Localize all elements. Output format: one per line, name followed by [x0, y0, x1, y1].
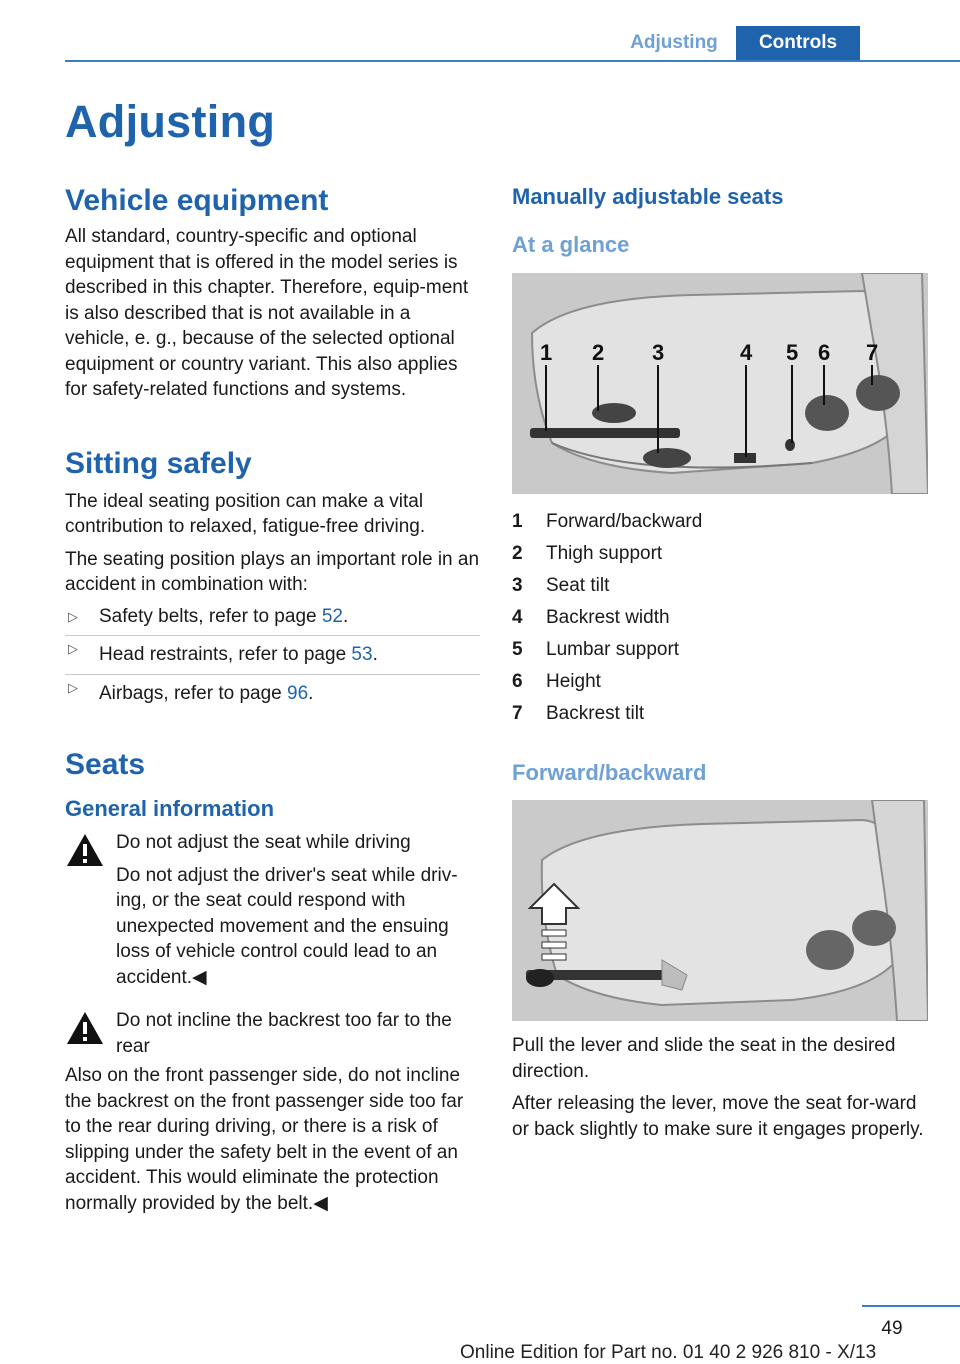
vehicle-equipment-heading: Vehicle equipment: [65, 184, 329, 217]
forward-backward-text-1: Pull the lever and slide the seat in the desired direction.: [512, 1035, 896, 1082]
warning-text: Also on the front passenger side, do not incline the backrest on the front passenger side too far to the rear during driving, or there is a risk of slipping under the safety belt in the event of an accident. This would eliminate the protection normally provided by the belt.◀: [65, 1065, 464, 1214]
legend-item: [512, 698, 928, 730]
edition-footer: Online Edition for Part no. 01 40 2 926 810 - X/13: [460, 1342, 877, 1363]
forward-backward-figure: [512, 800, 928, 1021]
seats-heading: Seats: [65, 748, 146, 781]
warning-title: Do not adjust the seat while driving: [116, 832, 411, 853]
vehicle-equipment-text: All standard, country-specific and optional equipment that is offered in the model series is described in this chapter. Therefore, equip-ment is also described that is not available in a vehicle, e. g., because of the selected optional equipment or country variant. This also applies for safety-related functions and systems.: [65, 226, 469, 400]
legend-number: 4: [512, 607, 523, 628]
legend-label: Backrest width: [546, 607, 670, 628]
page-link[interactable]: 52: [321, 605, 343, 627]
callout-label: 6: [818, 340, 831, 365]
warning-icon: [65, 1010, 105, 1046]
safety-list: [65, 604, 480, 707]
legend-number: 6: [512, 671, 523, 692]
legend-label: Backrest tilt: [546, 703, 645, 724]
legend-number: 3: [512, 575, 523, 596]
header-section-tab[interactable]: Adjusting: [630, 32, 718, 53]
callout-label: 4: [740, 340, 753, 365]
legend-item: [512, 666, 928, 698]
sitting-safely-text-1: The ideal seating position can make a vital contribution to relaxed, fatigue-free driving.: [65, 490, 426, 537]
triangle-bullet-icon: ▷: [68, 608, 78, 624]
list-item-text: Airbags, refer to page: [99, 682, 287, 704]
left-column: [65, 184, 480, 1216]
legend-label: Lumbar support: [546, 639, 680, 660]
triangle-bullet-icon: ▷: [68, 679, 78, 695]
warning-title: Do not incline the backrest too far to the rear: [116, 1010, 452, 1057]
legend-number: 2: [512, 543, 523, 564]
legend-number: 7: [512, 703, 523, 724]
legend-number: 5: [512, 639, 523, 660]
callout-label: 1: [540, 340, 553, 365]
seat-controls-legend: [512, 506, 928, 730]
legend-number: 1: [512, 511, 523, 532]
list-item-text: Head restraints, refer to page: [99, 644, 352, 665]
list-item: ▷ Airbags, refer to page 96.: [65, 674, 480, 707]
page-number: 49: [881, 1318, 903, 1339]
header-rule: [65, 60, 960, 62]
callout-label: 5: [786, 340, 799, 365]
sitting-safely-text-2: The seating position plays an important role in an accident in combination with:: [65, 548, 480, 595]
legend-label: Seat tilt: [546, 575, 610, 596]
legend-item: [512, 570, 928, 602]
legend-item: [512, 602, 928, 634]
callout-label: 3: [652, 340, 665, 365]
callout-label: 7: [866, 340, 879, 365]
seat-lever-illustration: [512, 800, 928, 1021]
warning-body-lead: [65, 863, 480, 991]
list-item: ▷ Head restraints, refer to page 53.: [65, 635, 480, 668]
warning-text: Do not adjust the driver's seat while driv-ing, or the seat could respond with unexpected movement and the ensuing loss of vehicle control could lead to an accident.◀: [116, 864, 458, 988]
legend-label: Height: [546, 671, 601, 692]
legend-item: [512, 538, 928, 570]
footer-rule: [862, 1305, 960, 1307]
page-title: Adjusting: [65, 96, 276, 147]
warning-icon: [65, 832, 105, 868]
warning-block: [65, 1008, 480, 1216]
callout-label: 2: [592, 340, 605, 365]
sitting-safely-heading: Sitting safely: [65, 446, 252, 480]
general-information-heading: General information: [65, 796, 275, 821]
legend-label: Forward/backward: [546, 511, 703, 532]
forward-backward-text-2: After releasing the lever, move the seat for-ward or back slightly to make sure it engages properly.: [512, 1093, 924, 1140]
legend-label: Thigh support: [546, 543, 663, 564]
legend-item: [512, 634, 928, 666]
forward-backward-heading: Forward/backward: [512, 760, 707, 785]
page-link[interactable]: 53: [351, 644, 373, 665]
page-link[interactable]: 96: [287, 682, 309, 704]
seat-controls-figure: [512, 273, 928, 494]
legend-item: [512, 506, 928, 538]
manual-seats-heading: Manually adjustable seats: [512, 184, 784, 209]
list-item: ▷ Safety belts, refer to page 52.: [65, 604, 480, 630]
header-chapter-tab[interactable]: Controls: [736, 26, 860, 62]
at-a-glance-heading: At a glance: [512, 232, 630, 257]
seat-illustration: [512, 273, 928, 494]
list-item-text: Safety belts, refer to page: [99, 605, 322, 627]
triangle-bullet-icon: ▷: [68, 641, 78, 656]
warning-block: [65, 830, 480, 990]
right-column: [512, 184, 928, 1142]
